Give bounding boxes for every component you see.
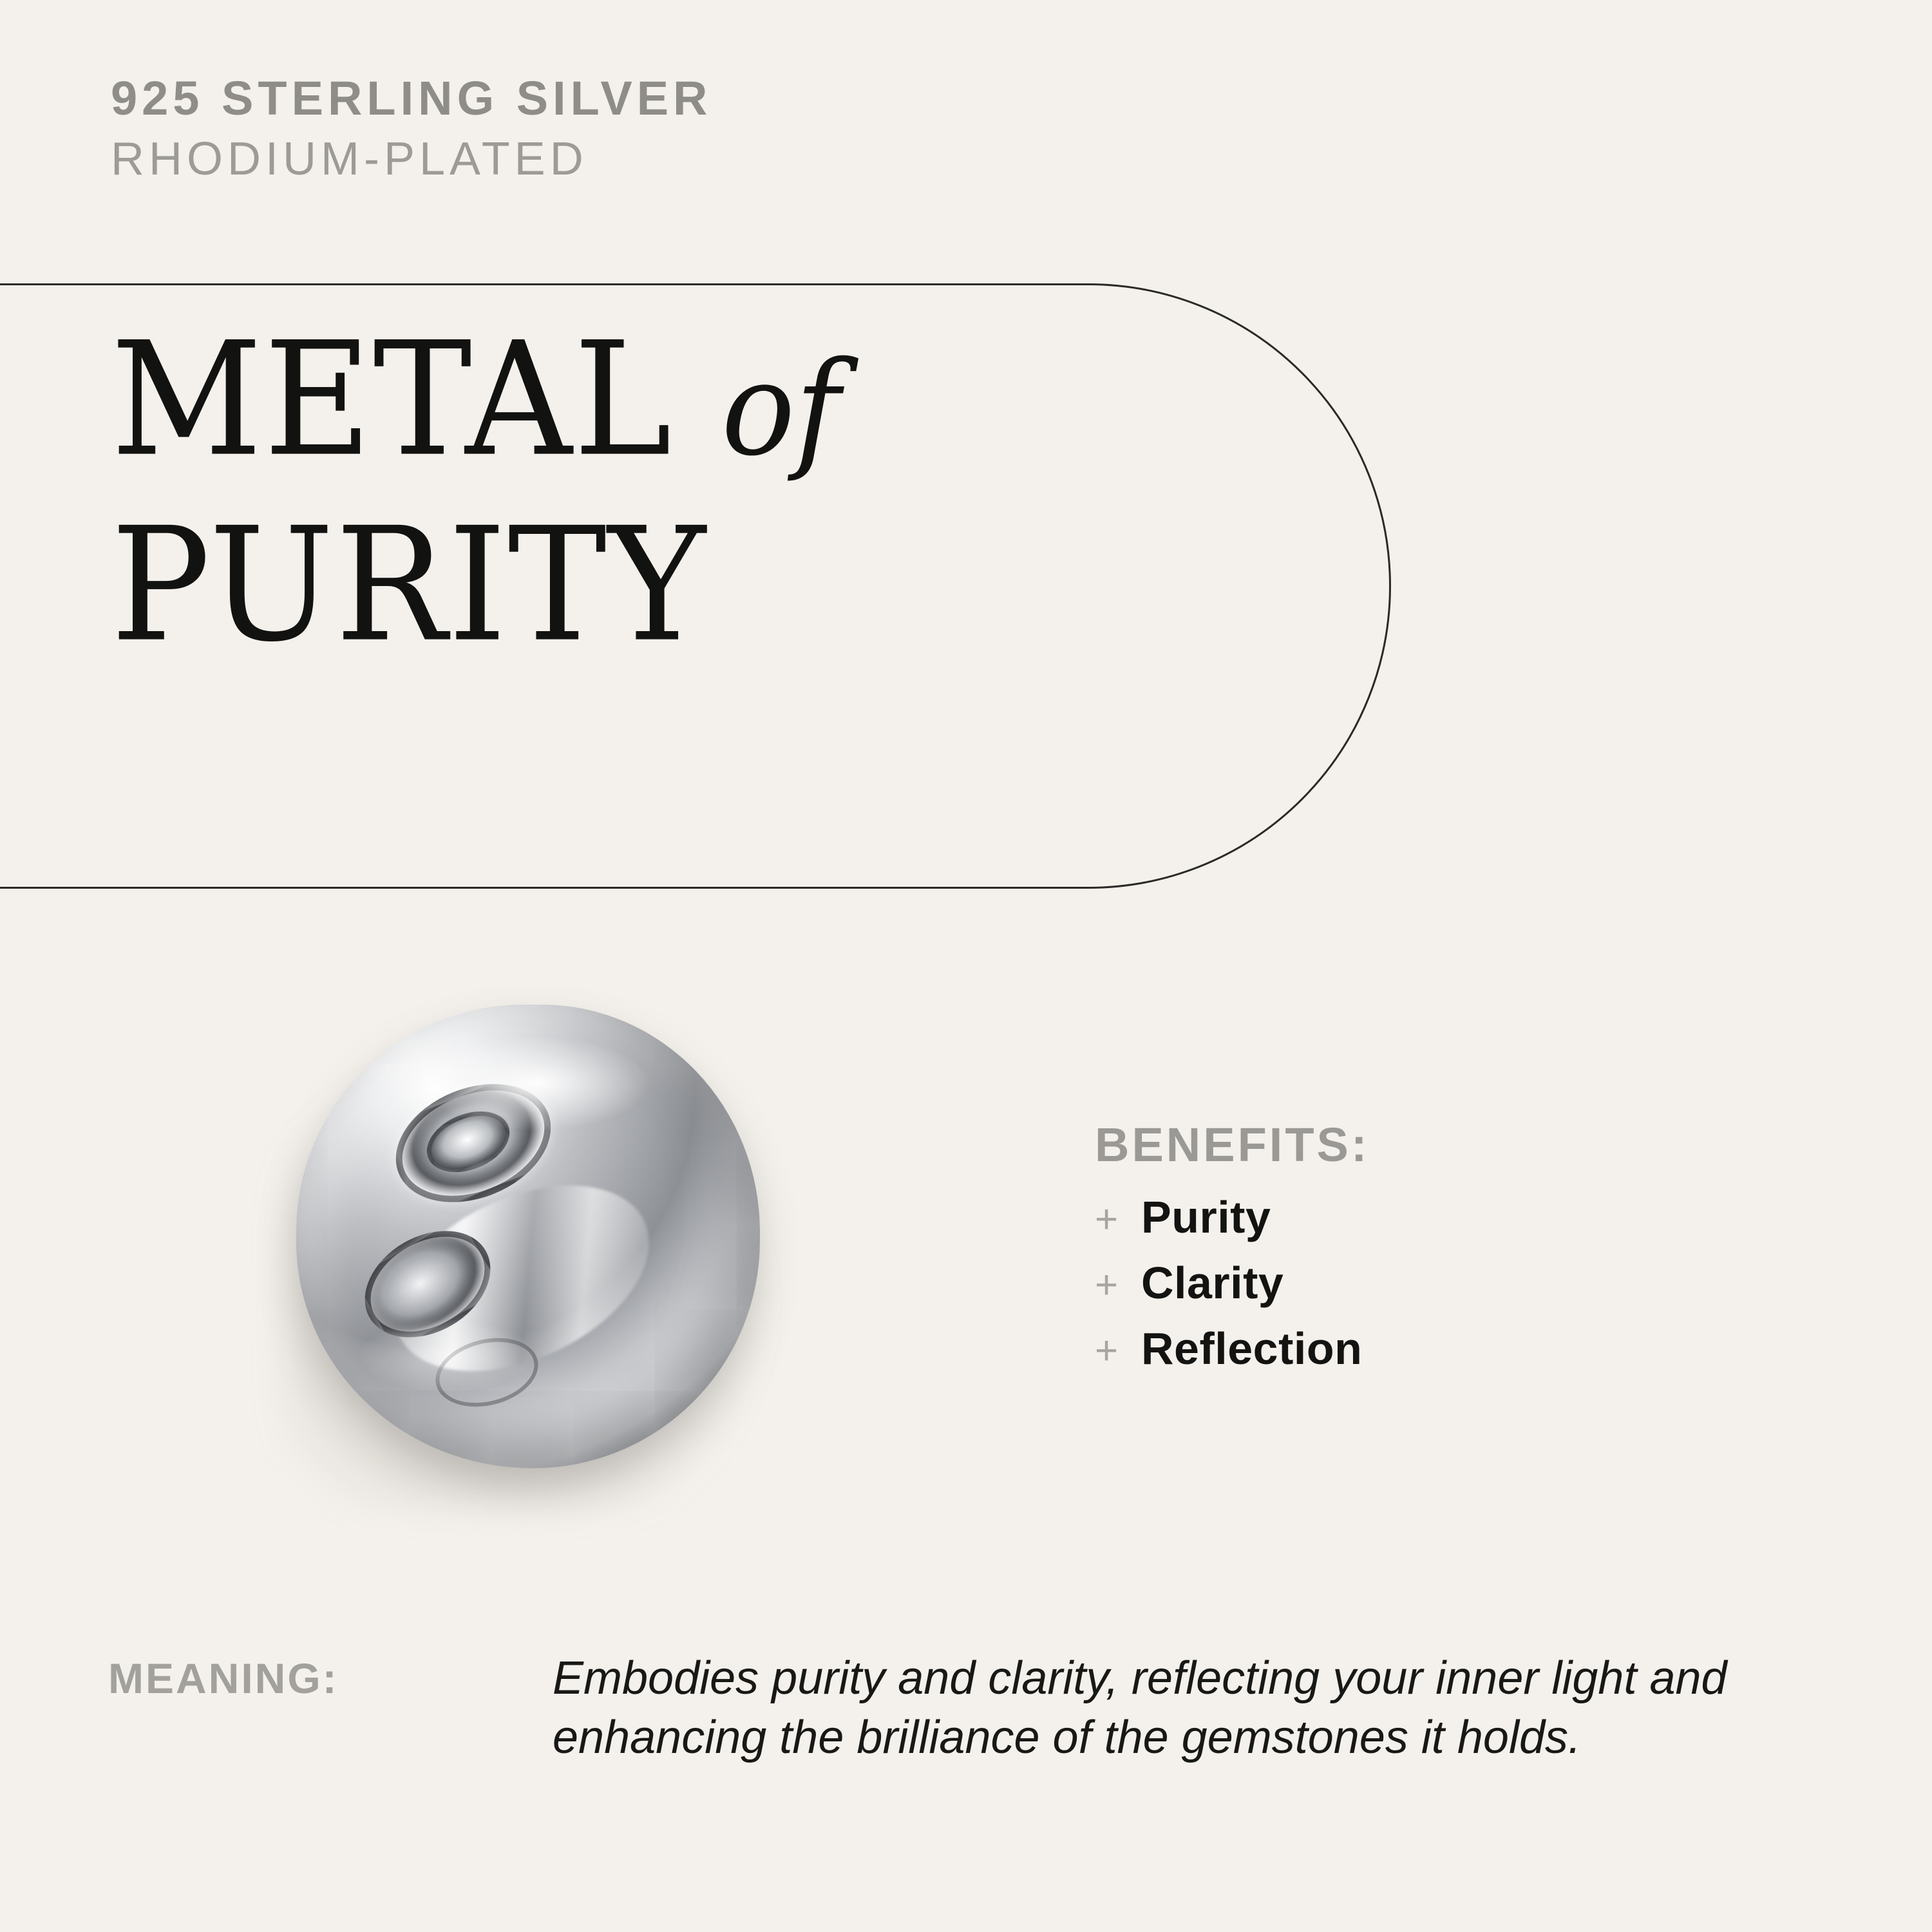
benefits-heading: BENEFITS: <box>1095 1118 1370 1171</box>
meaning-text: Embodies purity and clarity, reflecting your inner light and enhancing the brilliance of the gemstones it holds. <box>553 1653 1727 1764</box>
title-line-one <box>111 308 1334 491</box>
title-word-of: of <box>721 334 840 485</box>
title-word-metal: METAL <box>111 308 674 491</box>
blob-swirl-inner <box>418 1100 518 1184</box>
benefit-label: Purity <box>1141 1192 1271 1242</box>
benefit-label: Clarity <box>1141 1258 1284 1308</box>
blob-swirl-lower <box>346 1209 509 1359</box>
list-item <box>1095 1323 1842 1374</box>
blob-swirl-bottom <box>428 1328 545 1417</box>
benefit-label: Reflection <box>1141 1323 1363 1374</box>
plus-icon: + <box>1095 1197 1119 1242</box>
blob-swirl-large <box>378 1062 568 1224</box>
eyebrow-line-primary: 925 STERLING SILVER <box>111 71 712 125</box>
eyebrow-line-secondary: RHODIUM-PLATED <box>111 133 588 185</box>
benefits-block <box>1095 1117 1842 1388</box>
list-item <box>1095 1191 1842 1243</box>
blob-body <box>296 1005 760 1468</box>
plus-icon: + <box>1095 1329 1119 1373</box>
meaning-label: MEANING: <box>108 1654 339 1702</box>
title-line-two: PURITY <box>111 494 707 677</box>
list-item <box>1095 1257 1842 1309</box>
silver-blob-image <box>258 979 799 1520</box>
header-eyebrow <box>111 72 1270 185</box>
plus-icon: + <box>1095 1263 1119 1307</box>
meaning-block <box>108 1649 1873 1767</box>
page-title <box>111 308 1334 677</box>
blob-highlight-ripple <box>365 1148 678 1408</box>
